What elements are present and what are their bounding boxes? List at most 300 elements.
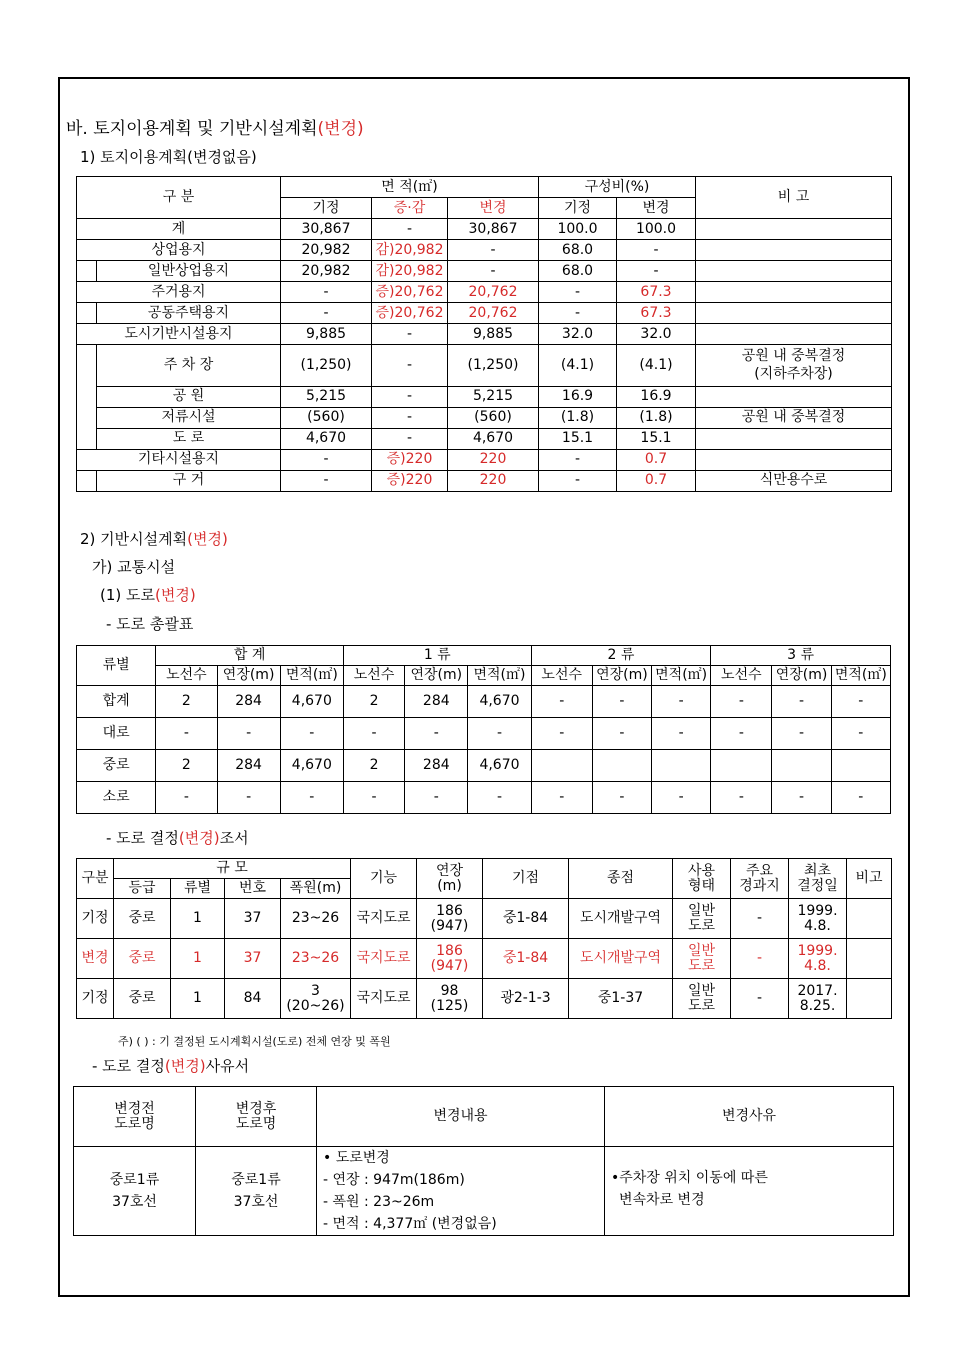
cell: 30,867 xyxy=(448,219,539,240)
header-sub: 면적(㎡) xyxy=(280,666,343,686)
table-row xyxy=(77,979,892,1019)
indent-cell xyxy=(77,470,97,491)
cell: 중로 xyxy=(114,979,171,1019)
row-name: 공 원 xyxy=(97,386,281,407)
cell: - xyxy=(343,718,404,750)
cell: (560) xyxy=(448,407,539,428)
cell: 중1-84 xyxy=(483,939,569,979)
cell: - xyxy=(731,899,789,939)
header-length xyxy=(417,859,483,899)
cell: 도시개발구역 xyxy=(569,899,673,939)
cell-line: (125) xyxy=(430,997,469,1014)
cell: 284 xyxy=(405,686,468,718)
table-row xyxy=(77,240,892,261)
cell: - xyxy=(772,718,831,750)
cell-line: 도로 xyxy=(687,957,716,974)
indent-cell xyxy=(77,428,97,449)
section-2a-heading: 가) 교통시설 xyxy=(92,558,176,576)
header-via xyxy=(731,859,789,899)
cell: 광2-1-3 xyxy=(483,979,569,1019)
header-sub: 연장(m) xyxy=(772,666,831,686)
cell: - xyxy=(372,345,448,387)
cell: 16.9 xyxy=(617,386,696,407)
cell: - xyxy=(539,470,617,491)
cell: 15.1 xyxy=(539,428,617,449)
row-name: 기타시설용지 xyxy=(77,449,281,470)
cell: - xyxy=(711,686,772,718)
header-sub: 노선수 xyxy=(156,666,217,686)
cell: - xyxy=(468,782,531,814)
header-group: 3 류 xyxy=(711,646,891,666)
cell xyxy=(847,939,892,979)
header-category: 구 분 xyxy=(77,177,281,219)
cell: 9,885 xyxy=(281,324,372,345)
land-use-table xyxy=(76,176,892,492)
header-sub: 연장(m) xyxy=(405,666,468,686)
cell: - xyxy=(281,449,372,470)
cell-line: 1999. xyxy=(797,942,838,959)
cell: - xyxy=(281,303,372,324)
cell: 4,670 xyxy=(280,686,343,718)
header-length-unit: (m) xyxy=(437,877,462,894)
cell: 67.3 xyxy=(617,303,696,324)
header-note: 비 고 xyxy=(696,177,892,219)
header-class: 류별 xyxy=(171,879,225,899)
cell-line: 도로 xyxy=(687,917,716,934)
cell: - xyxy=(372,428,448,449)
cell xyxy=(831,750,890,782)
cell: - xyxy=(448,261,539,282)
row-name: 구 거 xyxy=(97,470,281,491)
cell: 1 xyxy=(171,939,225,979)
header-note: 비고 xyxy=(847,859,892,899)
cell: 15.1 xyxy=(617,428,696,449)
cell-line: 186 xyxy=(436,902,463,919)
cell: 220 xyxy=(448,470,539,491)
cell: - xyxy=(405,718,468,750)
header-length-text: 연장 xyxy=(435,862,464,879)
header-content: 변경내용 xyxy=(317,1087,605,1147)
cell: - xyxy=(372,386,448,407)
cell: - xyxy=(468,718,531,750)
header-line: 도로명 xyxy=(235,1115,277,1132)
note-line: 공원 내 중복결정 xyxy=(741,348,846,365)
reason-line: 변속차로 변경 xyxy=(619,1192,705,1208)
cell: - xyxy=(772,782,831,814)
cell xyxy=(592,750,651,782)
table-row xyxy=(77,219,892,240)
cell: 2 xyxy=(343,686,404,718)
cell: - xyxy=(617,240,696,261)
table-row xyxy=(77,428,892,449)
cell xyxy=(696,282,892,303)
table-row xyxy=(77,750,891,782)
cell: 국지도로 xyxy=(351,899,417,939)
cell: 20,982 xyxy=(281,261,372,282)
cell-line: 4.8. xyxy=(804,957,831,974)
header-ratio: 구성비(%) xyxy=(539,177,696,198)
main-heading-text: 바. 토지이용계획 및 기반시설계획 xyxy=(66,119,318,139)
cell-line: (947) xyxy=(430,917,469,934)
table-row xyxy=(77,449,892,470)
cell xyxy=(696,324,892,345)
header-width: 폭원(m) xyxy=(281,879,351,899)
header-grade: 등급 xyxy=(114,879,171,899)
cell: 32.0 xyxy=(539,324,617,345)
cell: 220 xyxy=(448,449,539,470)
cell xyxy=(696,240,892,261)
cell: 0.7 xyxy=(617,449,696,470)
indent-cell xyxy=(77,261,97,282)
cell: (4.1) xyxy=(617,345,696,387)
cell: 284 xyxy=(217,750,280,782)
cell xyxy=(696,386,892,407)
header-line: 변경후 xyxy=(235,1100,277,1117)
cell: - xyxy=(539,282,617,303)
cell: 1 xyxy=(171,979,225,1019)
cell xyxy=(696,261,892,282)
cell xyxy=(772,750,831,782)
table-row xyxy=(77,261,892,282)
cell: (1,250) xyxy=(448,345,539,387)
header-first-line: 최초 xyxy=(803,862,832,879)
table-row xyxy=(77,386,892,407)
cell: 4,670 xyxy=(280,750,343,782)
cell: (1.8) xyxy=(617,407,696,428)
row-name: 주거용지 xyxy=(77,282,281,303)
row-name: 공동주택용지 xyxy=(97,303,281,324)
cell: 100.0 xyxy=(539,219,617,240)
row-name: 저류시설 xyxy=(97,407,281,428)
cell-line: (947) xyxy=(430,957,469,974)
road-decision-title xyxy=(106,827,249,848)
cell-line: 중로1류 xyxy=(109,1172,160,1188)
road-decision-title-text: - 도로 결정 xyxy=(106,829,179,847)
header-number: 번호 xyxy=(225,879,281,899)
road-summary-table xyxy=(76,645,891,814)
cell: 20,982 xyxy=(281,240,372,261)
cell: 4,670 xyxy=(468,686,531,718)
reason-title-text: - 도로 결정 xyxy=(92,1057,165,1075)
cell: 1 xyxy=(171,899,225,939)
cell: 0.7 xyxy=(617,470,696,491)
cell: 중1-37 xyxy=(569,979,673,1019)
cell: 증)220 xyxy=(372,470,448,491)
cell: - xyxy=(217,782,280,814)
cell: 중1-84 xyxy=(483,899,569,939)
cell-line: 일반 xyxy=(687,902,716,919)
content-line: - 폭원 : 23~26m xyxy=(323,1194,435,1210)
footnote: 주) ( ) : 기 결정된 도시계획시설(도로) 전체 연장 및 폭원 xyxy=(118,1035,391,1048)
cell: - xyxy=(831,686,890,718)
cell: 284 xyxy=(217,686,280,718)
cell: 84 xyxy=(225,979,281,1019)
cell: - xyxy=(156,782,217,814)
header-type: 류별 xyxy=(77,646,156,686)
cell: - xyxy=(372,219,448,240)
cell xyxy=(673,939,731,979)
header-changed: 변경 xyxy=(448,198,539,219)
header-existing-ratio: 기정 xyxy=(539,198,617,219)
cell-before xyxy=(74,1147,196,1236)
main-heading-change: (변경) xyxy=(317,119,364,139)
cell: 5,215 xyxy=(448,386,539,407)
cell: - xyxy=(711,782,772,814)
header-reason: 변경사유 xyxy=(605,1087,894,1147)
cell xyxy=(696,303,892,324)
header-sub: 연장(m) xyxy=(217,666,280,686)
header-end: 종점 xyxy=(569,859,673,899)
section-2a1-heading-change: (변경) xyxy=(155,586,196,604)
cell: (4.1) xyxy=(539,345,617,387)
cell: 도시개발구역 xyxy=(569,939,673,979)
header-sub: 노선수 xyxy=(343,666,404,686)
cell: - xyxy=(281,470,372,491)
cell: - xyxy=(831,718,890,750)
table-row xyxy=(77,782,891,814)
cell: - xyxy=(372,407,448,428)
reason-line: •주차장 위치 이동에 따른 xyxy=(611,1170,768,1186)
section-2-heading-text: 2) 기반시설계획 xyxy=(80,530,188,548)
cell: - xyxy=(280,718,343,750)
indent-cell xyxy=(77,345,97,387)
header-after xyxy=(196,1087,317,1147)
cell: 32.0 xyxy=(617,324,696,345)
header-area: 면 적(㎡) xyxy=(281,177,539,198)
cell: 증)220 xyxy=(372,449,448,470)
cell: - xyxy=(731,979,789,1019)
cell: 2 xyxy=(156,750,217,782)
cell xyxy=(673,899,731,939)
cell-line: 중로1류 xyxy=(231,1172,281,1188)
header-group: 합 계 xyxy=(156,646,344,666)
header-sub: 연장(m) xyxy=(592,666,651,686)
header-before xyxy=(74,1087,196,1147)
row-name: 도 로 xyxy=(97,428,281,449)
cell: 37 xyxy=(225,939,281,979)
cell: 23~26 xyxy=(281,899,351,939)
header-via-line: 주요 xyxy=(745,862,774,879)
indent-cell xyxy=(77,303,97,324)
header-function: 기능 xyxy=(351,859,417,899)
row-name: 합계 xyxy=(77,686,156,718)
header-group: 1 류 xyxy=(343,646,531,666)
cell: - xyxy=(405,782,468,814)
main-heading xyxy=(66,114,364,139)
row-name: 대로 xyxy=(77,718,156,750)
cell: 증)20,762 xyxy=(372,282,448,303)
cell: - xyxy=(592,782,651,814)
cell: (1,250) xyxy=(281,345,372,387)
cell xyxy=(417,899,483,939)
cell-line: (20~26) xyxy=(286,997,345,1014)
table-row xyxy=(77,345,892,387)
content-line: - 연장 : 947m(186m) xyxy=(323,1172,465,1188)
section-2a1-heading-text: (1) 도로 xyxy=(100,586,155,604)
header-use-line: 사용 xyxy=(687,862,716,879)
table-row xyxy=(77,939,892,979)
cell: 식만용수로 xyxy=(696,470,892,491)
cell-line: 98 xyxy=(440,982,459,999)
header-use-line: 형태 xyxy=(687,877,716,894)
row-name: 소로 xyxy=(77,782,156,814)
section-1-heading: 1) 토지이용계획(변경없음) xyxy=(80,148,257,166)
cell xyxy=(847,899,892,939)
cell: 국지도로 xyxy=(351,979,417,1019)
cell-line: 4.8. xyxy=(804,917,831,934)
cell xyxy=(696,428,892,449)
cell: 중로 xyxy=(114,939,171,979)
cell: - xyxy=(280,782,343,814)
cell: 284 xyxy=(405,750,468,782)
section-2-heading xyxy=(80,528,228,549)
header-sub: 면적(㎡) xyxy=(831,666,890,686)
cell-content xyxy=(317,1147,605,1236)
table-row xyxy=(77,470,892,491)
header-first-line: 결정일 xyxy=(797,877,838,894)
cell xyxy=(673,979,731,1019)
header-sub: 노선수 xyxy=(711,666,772,686)
row-name: 일반상업용지 xyxy=(97,261,281,282)
table-row xyxy=(77,718,891,750)
header-division: 구분 xyxy=(77,859,114,899)
indent-cell xyxy=(77,407,97,428)
note-cell xyxy=(696,345,892,387)
note-line: (지하주차장) xyxy=(754,366,833,383)
cell: 68.0 xyxy=(539,240,617,261)
cell xyxy=(417,939,483,979)
cell: - xyxy=(652,782,711,814)
cell: 68.0 xyxy=(539,261,617,282)
header-existing: 기정 xyxy=(281,198,372,219)
content-line: - 면적 : 4,377㎡ (변경없음) xyxy=(323,1216,497,1232)
cell: - xyxy=(652,686,711,718)
cell xyxy=(711,750,772,782)
cell: 국지도로 xyxy=(351,939,417,979)
table-row xyxy=(77,282,892,303)
road-summary-title: - 도로 총괄표 xyxy=(106,615,194,633)
header-scale: 규 모 xyxy=(114,859,351,879)
table-row xyxy=(77,303,892,324)
cell: - xyxy=(156,718,217,750)
table-row xyxy=(77,407,892,428)
header-changed-ratio: 변경 xyxy=(617,198,696,219)
cell: 변경 xyxy=(77,939,114,979)
cell: 20,762 xyxy=(448,282,539,303)
cell: - xyxy=(448,240,539,261)
cell: 2 xyxy=(343,750,404,782)
row-name: 계 xyxy=(77,219,281,240)
table-row xyxy=(77,324,892,345)
reason-title xyxy=(92,1055,249,1076)
header-via-line: 경과지 xyxy=(739,877,780,894)
cell-after xyxy=(196,1147,317,1236)
section-2a1-heading xyxy=(100,584,196,605)
cell xyxy=(417,979,483,1019)
table-row xyxy=(77,686,891,718)
cell: - xyxy=(731,939,789,979)
header-sub: 노선수 xyxy=(531,666,592,686)
header-line: 도로명 xyxy=(114,1115,155,1132)
road-decision-title-change: (변경) xyxy=(178,829,220,847)
cell: 16.9 xyxy=(539,386,617,407)
cell: - xyxy=(217,718,280,750)
cell: 67.3 xyxy=(617,282,696,303)
header-group: 2 류 xyxy=(531,646,711,666)
cell xyxy=(281,979,351,1019)
reason-title-change: (변경) xyxy=(164,1057,206,1075)
cell: 4,670 xyxy=(281,428,372,449)
header-first xyxy=(789,859,847,899)
cell xyxy=(789,939,847,979)
cell: - xyxy=(343,782,404,814)
header-start: 기점 xyxy=(483,859,569,899)
cell: 증)20,762 xyxy=(372,303,448,324)
cell: - xyxy=(539,303,617,324)
cell: - xyxy=(531,718,592,750)
cell: 기정 xyxy=(77,899,114,939)
cell-line: 일반 xyxy=(687,942,716,959)
cell: 30,867 xyxy=(281,219,372,240)
row-name: 중로 xyxy=(77,750,156,782)
reason-title-suffix: 사유서 xyxy=(205,1057,250,1075)
cell: 4,670 xyxy=(448,428,539,449)
cell: 기정 xyxy=(77,979,114,1019)
header-change-amount: 증·감 xyxy=(372,198,448,219)
cell-line: 도로 xyxy=(687,997,716,1014)
row-name: 주 차 장 xyxy=(97,345,281,387)
cell: 23~26 xyxy=(281,939,351,979)
cell-line: 1999. xyxy=(797,902,838,919)
cell: 감)20,982 xyxy=(372,261,448,282)
cell: - xyxy=(772,686,831,718)
cell-line: 186 xyxy=(436,942,463,959)
cell: - xyxy=(592,718,651,750)
cell-line: 37호선 xyxy=(112,1194,157,1210)
cell: - xyxy=(531,686,592,718)
reason-table xyxy=(73,1086,894,1236)
cell xyxy=(652,750,711,782)
cell: - xyxy=(711,718,772,750)
cell xyxy=(789,899,847,939)
cell: 2 xyxy=(156,686,217,718)
indent-cell xyxy=(77,386,97,407)
cell: - xyxy=(539,449,617,470)
cell: 100.0 xyxy=(617,219,696,240)
cell: 중로 xyxy=(114,899,171,939)
cell: 37 xyxy=(225,899,281,939)
section-2-heading-change: (변경) xyxy=(187,530,228,548)
cell xyxy=(847,979,892,1019)
cell: 공원 내 중복결정 xyxy=(696,407,892,428)
cell-line: 일반 xyxy=(687,982,716,999)
header-sub: 면적(㎡) xyxy=(468,666,531,686)
table-row xyxy=(74,1147,894,1236)
cell: 5,215 xyxy=(281,386,372,407)
cell-line: 37호선 xyxy=(233,1194,279,1210)
cell xyxy=(531,750,592,782)
row-name: 도시기반시설용지 xyxy=(77,324,281,345)
road-decision-title-suffix: 조서 xyxy=(219,829,249,847)
cell: - xyxy=(617,261,696,282)
cell-line: 2017. xyxy=(797,982,838,999)
cell: 감)20,982 xyxy=(372,240,448,261)
header-use xyxy=(673,859,731,899)
cell: - xyxy=(652,718,711,750)
cell: 20,762 xyxy=(448,303,539,324)
row-name: 상업용지 xyxy=(77,240,281,261)
cell: - xyxy=(281,282,372,303)
